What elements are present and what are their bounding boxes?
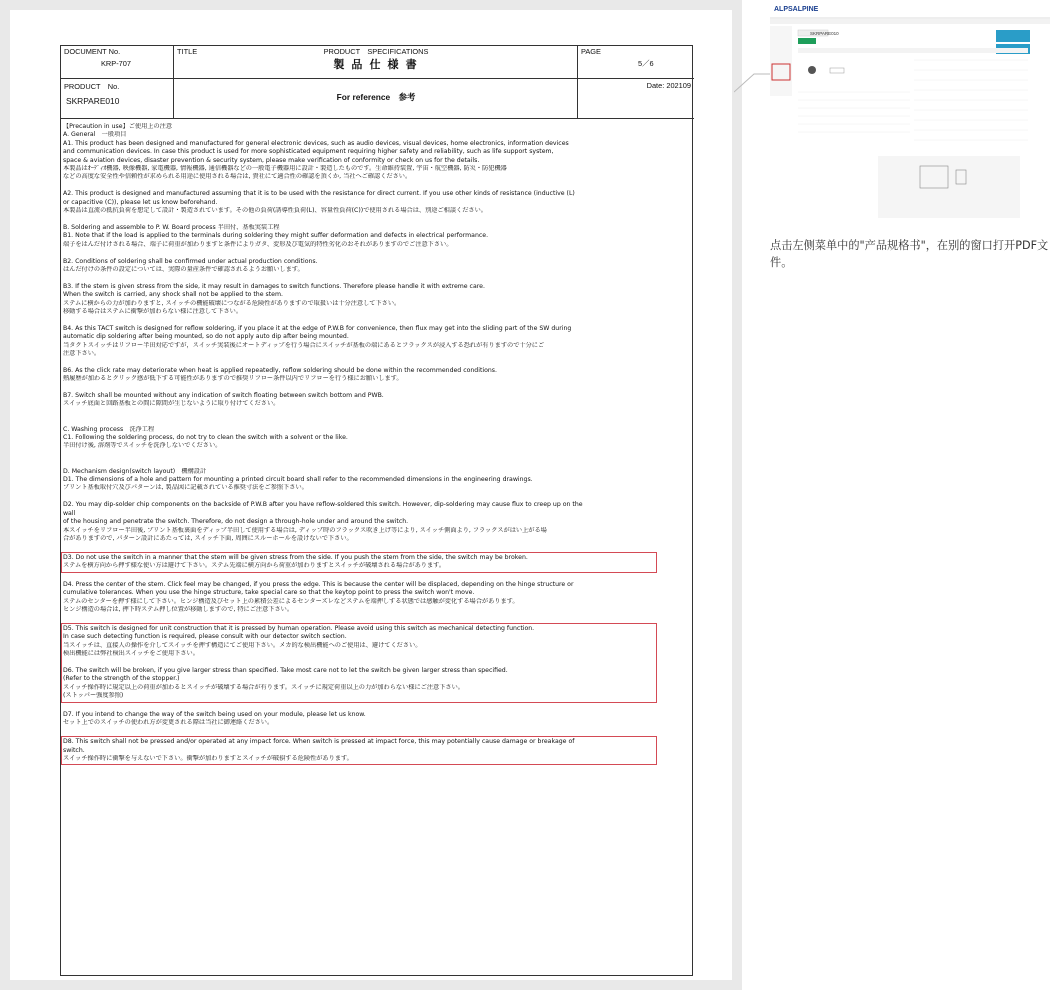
spec-line: A1. This product has been designed and manufactured for general electronic devices, such as audio devices, visual devices, home electronics, information devices [63,139,569,147]
spec-line: D4. Press the center of the stem. Click feel may be changed, if you press the edge. This is because the center will be displaced, depending on the hinge structure or [63,580,574,588]
spec-blank-line [63,573,689,581]
spec-line: (Refer to the strength of the stopper.) [63,675,180,683]
spec-blank-line [63,249,689,257]
instruction-caption: 点击左侧菜单中的"产品规格书"，在别的窗口打开PDF文件。 [770,239,1049,269]
spec-line: B2. Conditions of soldering shall be confirmed under actual production conditions. [63,257,318,265]
spec-line: ステムを横方向から押す様な使い方は避けて下さい。ステム先端に横方向から荷重が加わりますとスイッチが破壊される場合があります。 [63,562,446,570]
spec-line: D7. If you intend to change the way of the switch being used on your module, please let us know. [63,711,366,719]
date-cell [578,79,694,119]
spec-line: 本スイッチをリフロー半田後, プリント基板裏面をディップ半田して使用する場合は, ディップ時のフラックス吹き上げ等により, スイッチ側面より, フラックスがはい上がる場 [63,526,547,534]
spec-line: B. Soldering and assemble to P. W. Board process 半田付、基板実装工程 [63,223,280,231]
spec-line: などの高度な安全性や信頼性が求められる用途に使用される場合は, 貴社にて適合性の確認を頂くか, 当社へご確認ください。 [63,173,412,181]
spec-line: (ストッパー強度参照) [63,692,124,700]
reference-cell [174,79,578,119]
spec-blank-line [63,409,689,417]
spec-line: D8. This switch shall not be pressed and/or operated at any impact force. When switch is pressed at impact force, this may potentially cause damage or breakage of [63,738,575,746]
title-label: TITLE [177,47,198,56]
spec-line: D2. You may dip-solder chip components on the backside of P.W.B after you have reflow-soldered this switch. However, dip-soldering may cause flux to creep up on the [63,501,583,509]
highlighted-block [61,552,657,573]
spec-line: 検出機能には弊社検出スイッチをご使用下さい。 [63,650,199,658]
spec-line: When the switch is carried, any shock shall not be applied to the stem. [63,291,283,299]
doc-no-cell [61,46,174,79]
title-jp: 製 品 仕 様 書 [333,59,419,71]
spec-line: B3. If the stem is given stress from the side, it may result in damages to switch functions. Therefore please handle it with extreme care. [63,282,485,290]
spec-line: プリント基板取付穴及びパターンは, 製品図に記載されている推奨寸法をご参照下さい。 [63,484,308,492]
page-cell [578,46,694,79]
spec-blank-line [63,543,689,551]
page-label: PAGE [581,47,601,56]
highlighted-block [61,736,657,765]
spec-line: of the housing and penetrate the switch. Therefore, do not design a through-hole under and around the switch. [63,518,409,526]
product-no-cell [61,79,174,119]
spec-blank-line [63,615,689,623]
spec-blank-line [63,417,689,425]
spec-line: ヒンジ構造の場合は, 押下時ステム押し位置が移動しますので, 特にご注意下さい。 [63,606,294,614]
highlighted-block [61,623,657,703]
doc-no-value: KRP-707 [101,59,131,68]
spec-line: 移動する場合はステムに衝撃が加わらない様に注意して下さい。 [63,307,243,315]
spec-line: C. Washing process 洗浄工程 [63,425,155,433]
spec-line: D3. Do not use the switch in a manner that the stem will be given stress from the side. If you push the stem from the side, the switch may be broken. [63,553,528,561]
spec-blank-line [63,459,689,467]
spec-line: 当スイッチは、直接人の操作を介してスイッチを押す構造にてご使用下さい。メカ的な検出機能へのご使用は、避けてください。 [63,641,422,649]
spec-line: 熱履歴が加わるとクリック感が低下する可能性がありますので推奨リフロー条件以内でリフローを行う様にお願いします。 [63,375,403,383]
connector-line [734,64,774,94]
reference-label: For reference 参考 [336,92,416,102]
spec-line: A. General 一般項目 [63,131,127,139]
spec-line: スイッチ操作時に衝撃を与えないで下さい。衝撃が加わりますとスイッチが破損する危険性があります。 [63,755,353,763]
spec-line: 端子をはんだ付けされる場合、端子に荷重が加わりますと条件によりガタ、変形及び電気的特性劣化のおそれがありますのでご注意下さい。 [63,240,453,248]
spec-line: D5. This switch is designed for unit construction that it is pressed by human operation. Please avoid using this switch as mechanical detecting function. [63,624,535,632]
spec-line: 本製品はｵｰﾃﾞｨｵ機器, 映像機器, 家電機器, 情報機器, 通信機器などの一般電子機器用に設計・製造したものです。生命維持装置, 宇宙・航空機器, 防災・防犯機器 [63,165,507,173]
spec-line: D1. The dimensions of a hole and pattern for mounting a printed circuit board shall refer to the recommended dimensions in the engineering drawings. [63,476,533,484]
spec-blank-line [63,182,689,190]
title-en: PRODUCT SPECIFICATIONS [323,47,429,56]
spec-blank-line [63,703,689,711]
spec-blank-line [63,451,689,459]
spec-line: 半田付け後, 溶剤等でスイッチを洗浄しないでください。 [63,442,222,450]
spec-line: はんだ付けの条件の設定については、実際の量産条件で確認されるようお願いします。 [63,265,304,273]
spec-line: D. Mechanism design(switch layout) 機構設計 [63,467,207,475]
brand-logo: ALPSALPINE [774,6,819,13]
spec-line: B1. Note that if the load is applied to the terminals during soldering they might suffer deformation and defects in electrical performance. [63,232,489,240]
date-value: Date: 202109 [646,81,691,90]
spec-line: ステムのセンターを押す様にして下さい。ヒンジ構造及びセット上の累積公差によるセンターズレなどステムを端押しする状態では感触が変化する場合があります。 [63,597,519,605]
spec-line: wall [63,509,76,517]
product-no-label: PRODUCT No. [64,82,120,91]
spec-line: switch. [63,746,85,754]
spec-blank-line [63,274,689,282]
spec-line: B4. As this TACT switch is designed for reflow soldering, if you place it at the edge of P.W.B for convenience, then flux may get into the sliding part of the SW during [63,324,572,332]
spec-blank-line [63,358,689,366]
spec-line: 当タクトスイッチはリフロー半田対応ですが，スイッチ実装後にオートディップを行う場合にスイッチが基板の端にあるとフラックスが浸入する恐れが有りますので十分にご [63,341,545,349]
spec-line: automatic dip soldering after being mounted, so do not apply auto dip after being mounted. [63,333,349,341]
spec-line: 本製品は直流の抵抗負荷を想定して設計・製造されています。その他の負荷(誘導性負荷(L)、容量性負荷(C))で使用される場合は、別途ご相談ください。 [63,207,487,215]
product-page-thumbnail [770,0,1060,260]
spec-line: 注意下さい。 [63,349,101,357]
spec-line: セット上でのスイッチの使われ方が変更される際は当社に御連絡ください。 [63,719,274,727]
website-screenshot [770,0,1050,220]
spec-blank-line [63,215,689,223]
spec-line: B7. Switch shall be mounted without any indication of switch floating between switch bottom and PWB. [63,392,384,399]
doc-no-label: DOCUMENT No. [64,47,121,56]
spec-line: B6. As the click rate may deteriorate when heat is applied repeatedly, reflow soldering should be done within the recommended conditions. [63,366,497,374]
precaution-body [63,123,689,765]
document-page [10,10,732,980]
title-cell [174,46,578,79]
spec-line: C1. Following the soldering process, do not try to clean the switch with a solvent or the like. [63,434,348,442]
spec-line: or capacitive (C)), please let us know beforehand. [63,198,218,206]
spec-line: cumulative tolerances. When you use the hinge structure, take special care so that the keytop point to press the switch won't move. [63,589,475,597]
spec-blank-line [63,493,689,501]
spec-line: D6. The switch will be broken, if you give larger stress than specified. Take most care not to let the switch be given larger stress than specified. [63,667,508,674]
spec-blank-line [63,728,689,736]
page-number: 5／6 [638,59,654,68]
spec-blank-line [63,316,689,324]
spec-line: A2. This product is designed and manufactured assuming that it is to be used with the resistance for direct current. If you use other kinds of resistance (inductive (L) [63,190,575,198]
spec-line: スイッチ操作時に規定以上の荷重が加わるとスイッチが破壊する場合が有ります。スイッチに規定荷重以上の力が加わらない様にご注意下さい。 [63,683,464,691]
spec-blank-line [63,384,689,392]
spec-line: and communication devices. In case this product is used for more sophisticated equipment requiring higher safety and reliability, such as life support system, [63,148,554,156]
thumb-product-no: SKRPARE010 [810,31,839,36]
product-no-value: SKRPARE010 [66,96,120,106]
spec-line: 【Precaution in use】ご使用上の注意 [63,123,173,130]
spec-line: ステムに横からの力が加わりますと, スイッチの機能破壊につながる危険性がありますので取扱いは十分注意して下さい。 [63,299,401,307]
spec-line: 合がありますので, パターン設計にあたっては, スイッチ下面, 周囲にスルーホールを設けないで下さい。 [63,534,353,542]
spec-line: スイッチ底面と回路基板との間に隙間が生じないように取り付けてください。 [63,400,280,408]
spec-sheet [60,45,693,976]
spec-line: In case such detecting function is required, please consult with our detector switch section. [63,633,347,641]
spec-blank-line [63,659,655,667]
spec-line: space & aviation devices, disaster prevention & security system, please make verification of conformity or check on us for the details. [63,156,480,164]
